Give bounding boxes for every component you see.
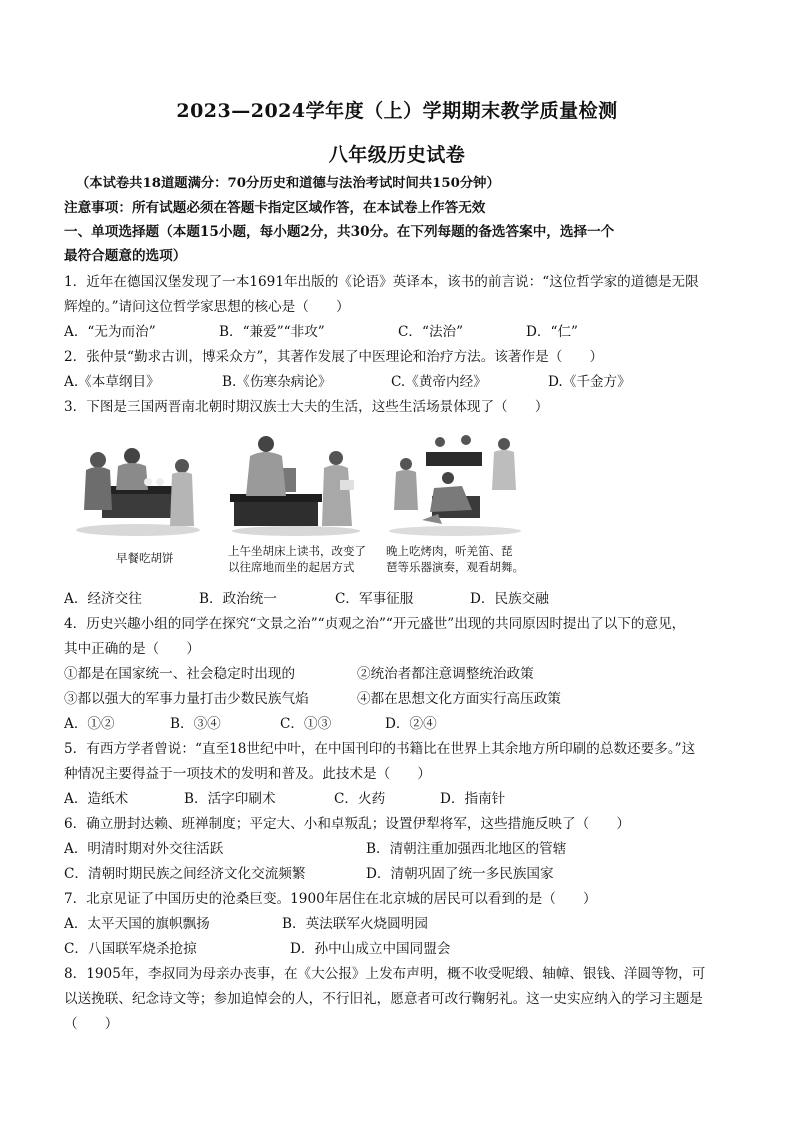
q3-option-d: D．民族交融 [470, 591, 549, 607]
q8-stem-line1: 8．1905年，李叔同为母亲办丧事，在《大公报》上发布声明，概不收受呢缎、轴幛、银钱、洋圆等物，可 [64, 966, 706, 982]
q1-option-c: C．“法治” [398, 324, 464, 340]
q5-options [64, 789, 740, 809]
q4-statement-1: ①都是在国家统一、社会稳定时出现的 [64, 666, 296, 682]
q6-options-2 [64, 864, 740, 884]
q2-option-d: D.《千金方》 [548, 374, 631, 390]
q4-option-d: D．②④ [385, 716, 437, 732]
q6-option-b: B．清朝注重加强西北地区的管辖 [366, 841, 567, 857]
q7-stem-line1: 7．北京见证了中国历史的沧桑巨变。1900年居住在北京城的居民可以看到的是（ ） [64, 891, 597, 907]
q3-caption-2: 上午坐胡床上读书，改变了 以往席地而坐的起居方式 [228, 544, 366, 574]
q6-options-1 [64, 839, 740, 859]
exam-info: （本试卷共18道题满分：70分历史和道德与法治考试时间共150分钟） [76, 176, 500, 191]
q5-option-a: A．造纸术 [64, 791, 129, 807]
section-heading-line1: 一、单项选择题（本题15小题，每小题2分，共30分。在下列每题的备选答案中，选择一个 [64, 224, 615, 240]
q7-option-a: A．太平天国的旗帜飘扬 [64, 916, 210, 932]
q4-statement-4: ④都在思想文化方面实行高压政策 [357, 691, 561, 707]
q5-stem-line2: 种情况主要得益于一项技术的发明和普及。此技术是（ ） [64, 766, 432, 782]
q7-option-d: D．孙中山成立中国同盟会 [290, 941, 451, 957]
exam-title: 2023—2024学年度（上）学期期末教学质量检测 [176, 100, 618, 122]
q3-stem-line1: 3．下图是三国两晋南北朝时期汉族士大夫的生活，这些生活场景体现了（ ） [64, 399, 549, 415]
q7-options-1 [64, 914, 740, 934]
exam-notice: 注意事项：所有试题必须在答题卡指定区域作答，在本试卷上作答无效 [64, 200, 486, 216]
q4-option-a: A．①② [64, 716, 115, 732]
q7-option-c: C．八国联军烧杀抢掠 [64, 941, 197, 957]
q3-illustration-feast [386, 430, 524, 538]
q4-statements-1 [64, 664, 740, 684]
q5-option-d: D．指南针 [440, 791, 506, 807]
q7-options-2 [64, 939, 740, 959]
q8-stem-line2: 以送挽联、纪念诗文等；参加追悼会的人，不行旧礼，愿意者可改行鞠躬礼。这一史实应纳入的学习主题是 [64, 991, 703, 1007]
q4-statement-3: ③都以强大的军事力量打击少数民族气焰 [64, 691, 309, 707]
q2-option-c: C.《黄帝内经》 [391, 374, 487, 390]
q1-option-b: B．“兼爱”“非攻” [219, 324, 325, 340]
q6-option-a: A．明清时期对外交往活跃 [64, 841, 224, 857]
q4-statement-2: ②统治者都注意调整统治政策 [357, 666, 534, 682]
q2-options [64, 372, 740, 392]
q3-illustration-breakfast [72, 430, 204, 538]
q2-option-b: B.《伤寒杂病论》 [222, 374, 332, 390]
section-heading-line2: 最符合题意的选项） [64, 248, 187, 264]
q4-stem-line1: 4．历史兴趣小组的同学在探究“文景之治”“贞观之治”“开元盛世”出现的共同原因时提出了以下的意见， [64, 616, 686, 632]
q1-stem-line2: 辉煌的。”请问这位哲学家思想的核心是（ ） [64, 299, 350, 315]
q2-option-a: A.《本草纲目》 [64, 374, 160, 390]
q7-option-b: B．英法联军火烧圆明园 [282, 916, 428, 932]
exam-subtitle: 八年级历史试卷 [328, 144, 466, 166]
q3-option-b: B．政治统一 [199, 591, 277, 607]
q5-option-b: B．活字印刷术 [184, 791, 276, 807]
q3-illustration-reading [228, 430, 364, 538]
q6-option-d: D．清朝巩固了统一多民族国家 [366, 866, 554, 882]
q6-stem-line1: 6．确立册封达赖、班禅制度；平定大、小和卓叛乱；设置伊犁将军，这些措施反映了（ ） [64, 816, 630, 832]
q3-options [64, 589, 740, 609]
q2-stem-line1: 2．张仲景“勤求古训，博采众方”，其著作发展了中医理论和治疗方法。该著作是（ ） [64, 349, 604, 365]
q8-stem-line3: （ ） [64, 1016, 119, 1032]
q1-options [64, 322, 740, 342]
q4-options [64, 714, 740, 734]
q3-caption-3: 晚上吃烤肉，听羌笛、琵 琶等乐器演奏，观看胡舞。 [386, 544, 524, 574]
q5-stem-line1: 5．有西方学者曾说：“直至18世纪中叶，在中国刊印的书籍比在世界上其余地方所印刷的总数还要多。”这 [64, 741, 696, 757]
q5-option-c: C．火药 [334, 791, 386, 807]
q1-option-a: A．“无为而治” [64, 324, 156, 340]
q4-stem-line2: 其中正确的是（ ） [64, 641, 200, 657]
q1-stem-line1: 1．近年在德国汉堡发现了一本1691年出版的《论语》英译本，该书的前言说：“这位哲学家的道德是无限 [64, 274, 699, 290]
q1-option-d: D．“仁” [526, 324, 578, 340]
q4-statements-2 [64, 689, 740, 709]
q3-option-a: A．经济交往 [64, 591, 142, 607]
q3-caption-1: 早餐吃胡饼 [116, 551, 174, 565]
q4-option-c: C．①③ [280, 716, 332, 732]
q6-option-c: C．清朝时期民族之间经济文化交流频繁 [64, 866, 306, 882]
q4-option-b: B．③④ [170, 716, 221, 732]
q3-option-c: C．军事征服 [335, 591, 414, 607]
